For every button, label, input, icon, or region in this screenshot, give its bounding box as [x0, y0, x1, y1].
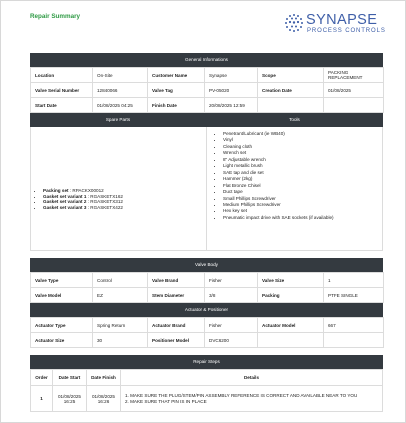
field-label: Valve Size — [258, 273, 324, 288]
field-label: Finish Date — [148, 98, 205, 113]
field-value: 01/08/2025 — [324, 83, 384, 98]
field-label: Creation Date — [258, 83, 324, 98]
parts-tools-section — [30, 127, 383, 251]
info-row — [31, 68, 384, 83]
page-title: Repair Summary — [30, 13, 81, 20]
field-value: Control — [93, 273, 148, 288]
field-label: Valve Model — [31, 288, 93, 303]
field-value: Fisher — [205, 318, 258, 333]
field-value: DVC6200 — [205, 333, 258, 348]
spare-part-value: : RGASKETX312 — [87, 199, 123, 205]
tool-item: • Light metallic brush — [223, 163, 382, 169]
column-header-order: Order — [31, 370, 53, 386]
field-value: EZ — [93, 288, 148, 303]
spare-part-label: Gasket set variant 2 — [43, 199, 87, 205]
actuator-table — [30, 317, 384, 348]
tool-item: • Vinyl — [223, 137, 382, 143]
field-label: Location — [31, 68, 93, 83]
field-label: Actuator Size — [31, 333, 93, 348]
field-value: PV-05020 — [205, 83, 258, 98]
field-label: Packing — [258, 288, 324, 303]
tools-list-container — [207, 127, 382, 250]
field-value: 12840066 — [93, 83, 148, 98]
field-label: Actuator Model — [258, 318, 324, 333]
field-label: Valve Serial Number — [31, 83, 93, 98]
repair-step-row — [31, 386, 383, 412]
field-label: Positioner Model — [148, 333, 205, 348]
repair-steps-header-row — [31, 370, 383, 386]
tool-item: • SAE tap and die set — [223, 170, 382, 176]
step-finish-time: 16:26 — [97, 398, 110, 404]
column-header-date-start: Date Start — [53, 370, 87, 386]
field-label: Actuator Type — [31, 318, 93, 333]
tool-item: • Duct tape — [223, 189, 382, 195]
step-detail-line: 1. MAKE SURE THE PLUG/STEM/PIN ASSEMBLY REFERENCE IS CORRECT AND AVAILABLE NEAR TO YOU — [125, 392, 358, 398]
field-label — [258, 98, 324, 113]
synapse-logo — [284, 13, 384, 37]
logo-name: SYNAPSE — [306, 12, 378, 28]
spare-part-value: : RPACKX00012 — [69, 188, 104, 193]
info-row — [31, 333, 384, 348]
step-detail-line: 2. MAKE SURE THAT PIN IS IN PLACE — [125, 398, 207, 404]
dotted-globe-icon — [284, 13, 304, 33]
spare-parts-header: Spare Parts — [105, 117, 131, 122]
valve-body-table — [30, 272, 384, 303]
step-date-start — [53, 386, 87, 412]
field-value: 1 — [324, 273, 384, 288]
tool-item: • Small Phillips Screwdriver — [223, 196, 382, 202]
step-date-finish — [87, 386, 121, 412]
report-content — [30, 53, 383, 412]
step-order: 1 — [31, 386, 53, 412]
spare-part-label: Packing set — [43, 188, 69, 193]
field-value: Spring Return — [93, 318, 148, 333]
valve-body-header: Valve Body — [30, 258, 383, 272]
field-label: Valve Tag — [148, 83, 205, 98]
general-info-table — [30, 67, 384, 113]
tools-header: Tools — [289, 117, 300, 122]
repair-steps-table — [30, 369, 383, 412]
step-details — [121, 386, 383, 412]
field-value: Fisher — [205, 273, 258, 288]
general-info-header: General Informations — [30, 53, 383, 67]
step-start-date: 01/08/2025 — [58, 393, 81, 399]
info-row — [31, 318, 384, 333]
field-label: Valve Type — [31, 273, 93, 288]
field-value — [324, 333, 384, 348]
column-header-details: Details — [121, 370, 383, 386]
field-value: 30 — [93, 333, 148, 348]
spare-part-value: : RGASKETX422 — [87, 204, 123, 210]
tool-item: • Cleaning cloth — [223, 144, 382, 150]
spare-part-label: Gasket set variant 1 — [43, 193, 87, 199]
field-value — [324, 98, 384, 113]
field-value: PACKING REPLACEMENT — [324, 68, 384, 83]
field-value: 667 — [324, 318, 384, 333]
spare-part-value: : RGASKETX162 — [87, 193, 123, 199]
field-label: Customer Name — [148, 68, 205, 83]
tools-list — [215, 131, 382, 221]
field-value: On-Site — [93, 68, 148, 83]
spare-part-label: Gasket set variant 3 — [43, 204, 87, 210]
tool-item: • Hex key set — [223, 208, 382, 214]
field-label: Scope — [258, 68, 324, 83]
tool-item: • Hammer (2kg) — [223, 176, 382, 182]
field-label: Actuator Brand — [148, 318, 205, 333]
field-value: 3/8 — [205, 288, 258, 303]
repair-steps-header: Repair Steps — [30, 355, 383, 369]
tool-item: • Wrench set — [223, 150, 382, 156]
actuator-header: Actuator & Positioner — [30, 303, 383, 317]
tool-item: • Penetrant/Lubricant (ie WB40) — [223, 131, 382, 137]
field-value: 20/08/2025 12:59 — [205, 98, 258, 113]
step-finish-date: 01/08/2025 — [92, 393, 115, 399]
field-label: Start Date — [31, 98, 93, 113]
tool-item: • Flat Bronze Chisel — [223, 183, 382, 189]
column-header-date-finish: Date Finish — [87, 370, 121, 386]
field-label: Valve Brand — [148, 273, 205, 288]
tool-item: • Medium Phillips Screwdriver — [223, 202, 382, 208]
parts-tools-header — [30, 113, 383, 127]
spare-parts-list-container — [31, 127, 207, 250]
step-start-time: 16:25 — [63, 398, 76, 404]
tool-item: • 8" Adjustable wrench — [223, 157, 382, 163]
info-row — [31, 273, 384, 288]
field-value: PTFE SINGLE — [324, 288, 384, 303]
info-row — [31, 98, 384, 113]
spare-parts-list — [35, 188, 206, 210]
info-row — [31, 288, 384, 303]
spare-part-item — [43, 205, 206, 211]
tool-item: • Pneumatic impact drive with SAE sockets (if available) — [223, 215, 382, 221]
field-value: 01/08/2025 04:25 — [93, 98, 148, 113]
field-label: Stem Diameter — [148, 288, 205, 303]
info-row — [31, 83, 384, 98]
field-value: Synapse — [205, 68, 258, 83]
field-label — [258, 333, 324, 348]
logo-subtitle: PROCESS CONTROLS — [307, 28, 386, 34]
